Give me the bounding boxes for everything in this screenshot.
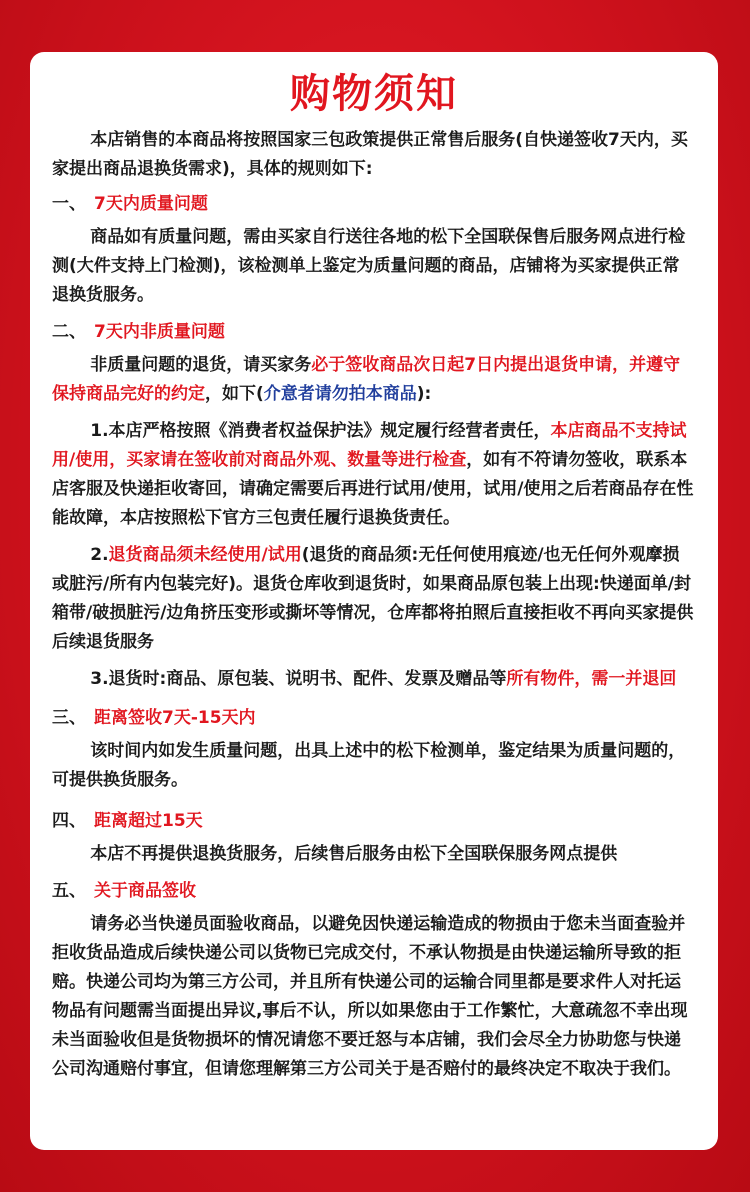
- rule-3-text: 3.退货时:商品、原包装、说明书、配件、发票及赠品等: [90, 669, 507, 689]
- section-2-intro-highlight: 必于签收商品次日起7日内提出退货申请，并遵守保持商品完好的约定: [52, 355, 681, 404]
- section-4-number: 四、: [52, 811, 86, 831]
- rule-2-highlight: 退货商品须未经使用/试用: [108, 545, 302, 565]
- rule-1-highlight: 本店商品不支持试用/使用，买家请在签收前对商品外观、数量等进行检查: [52, 421, 687, 470]
- section-1-text: 商品如有质量问题，需由买家自行送往各地的松下全国联保售后服务网点进行检测(大件支持上门检测)，该检测单上鉴定为质量问题的商品，店铺将为买家提供正常退换货服务。: [52, 227, 686, 305]
- intro-paragraph: 本店销售的本商品将按照国家三包政策提供正常售后服务(自快递签收7天内，买家提出商品退换货需求)，具体的规则如下:: [52, 130, 688, 179]
- section-3-text: 该时间内如发生质量问题，出具上述中的松下检测单，鉴定结果为质量问题的，可提供换货服务。: [52, 741, 686, 790]
- section-2-intro-text-2: ，如下(: [205, 384, 264, 404]
- rule-2-text: (退货的商品须:无任何使用痕迹/也无任何外观摩损或脏污/所有内包装完好)。退货仓库收到退货时，如果商品原包装上出现:快递面单/封箱带/破损脏污/边角挤压变形或撕坏等情况，仓库都将拍照后直接拒收不再向买家提供后续退货服务: [52, 545, 694, 652]
- section-2-heading: [52, 318, 696, 347]
- section-4-label: 距离超过15天: [94, 811, 203, 831]
- section-2-intro-text-3: ):: [416, 384, 432, 404]
- rule-3-highlight: 所有物件，需一并退回: [506, 669, 677, 689]
- section-3-label: 距离签收7天-15天内: [94, 708, 256, 728]
- section-4-text: 本店不再提供退换货服务，后续售后服务由松下全国联保服务网点提供: [90, 844, 618, 864]
- rule-1-text-2: ，如有不符请勿签收，联系本店客服及快递拒收寄回，请确定需要后再进行试用/使用，试用/使用之后若商品存在性能故障，本店按照松下官方三包责任履行退换货责任。: [52, 450, 694, 528]
- rule-3: [52, 665, 696, 694]
- rule-2-number: 2.: [90, 545, 109, 565]
- section-5-heading: [52, 877, 696, 906]
- notice-card: [30, 52, 718, 1150]
- section-2-number: 二、: [52, 322, 86, 342]
- section-5-label: 关于商品签收: [94, 881, 196, 901]
- rule-2: [52, 541, 696, 657]
- section-4-heading: [52, 807, 696, 836]
- section-2-intro-warning: 介意者请勿拍本商品: [263, 384, 417, 404]
- page-title: 购物须知: [290, 71, 458, 117]
- section-5-number: 五、: [52, 881, 86, 901]
- rule-1: [52, 417, 696, 533]
- section-2-intro-text: 非质量问题的退货，请买家务: [90, 355, 312, 375]
- section-1-label: 7天内质量问题: [94, 194, 208, 214]
- section-1-number: 一、: [52, 194, 86, 214]
- section-5-text: 请务必当快递员面验收商品，以避免因快递运输造成的物损由于您未当面查验并拒收货品造成后续快递公司以货物已完成交付，不承认物损是由快递运输所导致的拒赔。快递公司均为第三方公司，并且所有快递公司的运输合同里都是要求件人对托运物品有问题需当面提出异议,事后不认，所以如果您由于工作繁忙，大意疏忽不幸出现未当面验收但是货物损坏的情况请您不要迁怒与本店铺，我们会尽全力协助您与快递公司沟通赔付事宜，但请您理解第三方公司关于是否赔付的最终决定不取决于我们。: [52, 914, 688, 1079]
- section-3-heading: [52, 704, 696, 733]
- section-3-number: 三、: [52, 708, 86, 728]
- section-2-intro: [52, 351, 696, 409]
- rule-1-text: 1.本店严格按照《消费者权益保护法》规定履行经营者责任，: [90, 421, 551, 441]
- section-2-label: 7天内非质量问题: [94, 322, 225, 342]
- section-1-heading: [52, 190, 696, 219]
